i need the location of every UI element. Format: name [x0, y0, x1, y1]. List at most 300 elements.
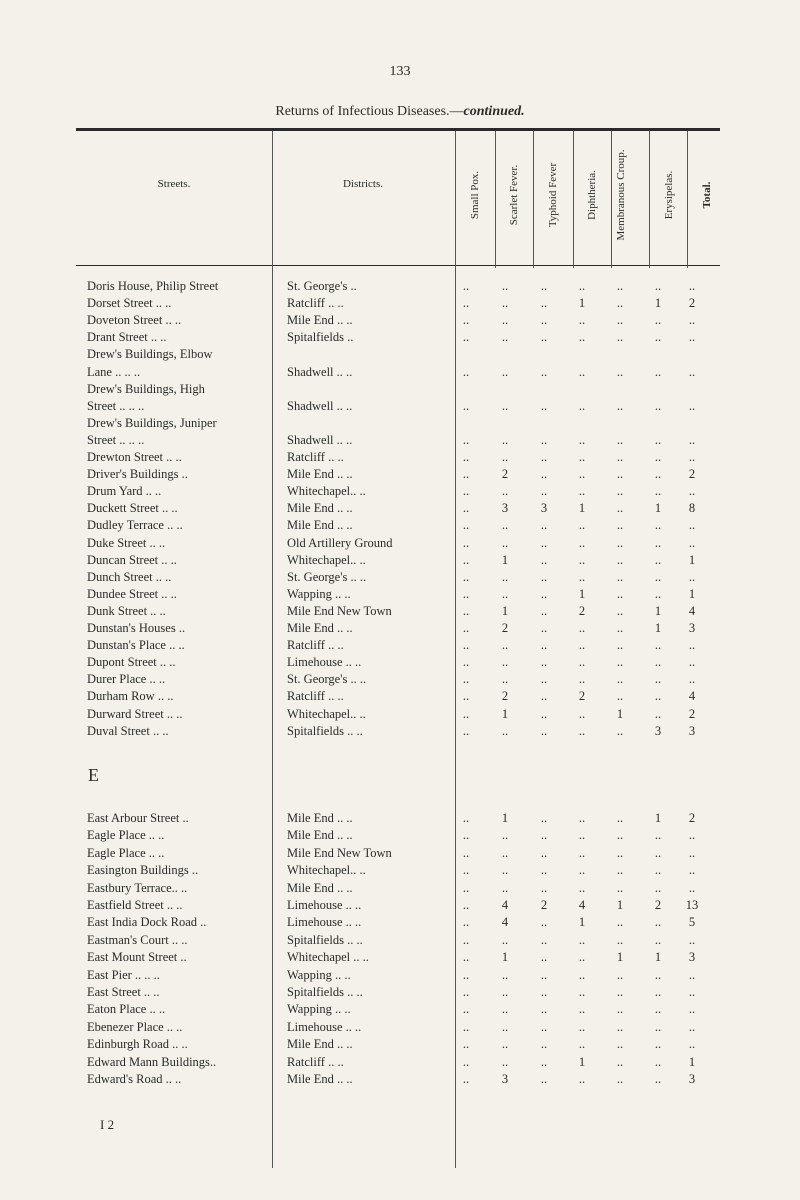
erysipelas-cell: ..: [654, 932, 662, 947]
diphtheria-cell: ..: [578, 967, 586, 982]
district-name: Ratcliff .. ..: [287, 638, 344, 653]
district-name: Limehouse .. ..: [287, 915, 362, 930]
street-name: Edward Mann Buildings..: [87, 1054, 217, 1069]
typhoid-fever-cell: ..: [540, 586, 548, 601]
erysipelas-cell: ..: [654, 364, 662, 379]
district-name: Whitechapel.. ..: [287, 706, 366, 721]
diphtheria-cell: ..: [578, 638, 586, 653]
scarlet-fever-cell: 2: [501, 467, 509, 482]
erysipelas-cell: ..: [654, 915, 662, 930]
small-pox-cell: ..: [462, 330, 470, 345]
diphtheria-cell: 2: [578, 603, 586, 618]
diphtheria-cell: ..: [578, 932, 586, 947]
diphtheria-cell: 1: [578, 501, 586, 516]
typhoid-fever-cell: ..: [540, 1072, 548, 1086]
scarlet-fever-cell: ..: [501, 638, 509, 653]
diphtheria-cell: 1: [578, 915, 586, 930]
membranous-croup-cell: ..: [616, 330, 624, 345]
scarlet-fever-cell: 3: [501, 1072, 509, 1086]
membranous-croup-cell: ..: [616, 1037, 624, 1052]
header-total: Total.: [701, 181, 713, 209]
small-pox-cell: ..: [462, 1054, 470, 1069]
total-cell: ..: [688, 398, 696, 413]
street-name: Dunk Street .. ..: [87, 603, 166, 618]
diphtheria-cell: ..: [578, 950, 586, 965]
membranous-croup-cell: ..: [616, 432, 624, 447]
diphtheria-cell: ..: [578, 535, 586, 550]
scarlet-fever-cell: ..: [501, 880, 509, 895]
erysipelas-cell: ..: [654, 1037, 662, 1052]
total-cell: ..: [688, 313, 696, 328]
erysipelas-cell: ..: [654, 450, 662, 464]
membranous-croup-cell: ..: [616, 1002, 624, 1017]
scarlet-fever-cell: 2: [501, 621, 509, 635]
scarlet-fever-cell: ..: [501, 313, 509, 328]
membranous-croup-cell: ..: [616, 450, 624, 464]
typhoid-fever-cell: ..: [540, 279, 548, 293]
typhoid-fever-cell: 2: [540, 898, 548, 912]
total-cell: ..: [688, 828, 696, 843]
typhoid-fever-cell: ..: [540, 1002, 548, 1017]
total-cell: 8: [688, 501, 696, 516]
header-streets: Streets.: [157, 178, 191, 190]
membranous-croup-cell: ..: [616, 484, 624, 499]
typhoid-fever-cell: ..: [540, 638, 548, 653]
total-cell: 2: [688, 706, 696, 721]
scarlet-fever-cell: 2: [501, 689, 509, 704]
typhoid-fever-cell: ..: [540, 535, 548, 550]
erysipelas-cell: ..: [654, 655, 662, 670]
erysipelas-cell: 1: [654, 501, 662, 516]
scarlet-fever-cell: 1: [501, 603, 509, 618]
street-name: East Mount Street ..: [87, 950, 187, 965]
typhoid-fever-cell: ..: [540, 672, 548, 687]
diphtheria-cell: ..: [578, 552, 586, 567]
district-name: Mile End .. ..: [287, 313, 353, 328]
diphtheria-cell: ..: [578, 484, 586, 499]
street-name: Street .. .. ..: [87, 398, 145, 413]
total-cell: ..: [688, 432, 696, 447]
small-pox-cell: ..: [462, 689, 470, 704]
diphtheria-cell: ..: [578, 467, 586, 482]
header-typhoid-fever: Typhoid Fever: [547, 162, 559, 228]
street-name: Drum Yard .. ..: [87, 484, 162, 499]
district-name: Shadwell .. ..: [287, 398, 353, 413]
diphtheria-cell: ..: [578, 811, 586, 825]
column-divider: [533, 131, 534, 268]
scarlet-fever-cell: ..: [501, 296, 509, 311]
membranous-croup-cell: ..: [616, 967, 624, 982]
district-name: Mile End .. ..: [287, 1072, 353, 1086]
district-name: Mile End .. ..: [287, 467, 353, 482]
typhoid-fever-cell: ..: [540, 467, 548, 482]
street-name: East India Dock Road ..: [87, 915, 207, 930]
district-name: Wapping .. ..: [287, 586, 351, 601]
street-name: Durward Street .. ..: [87, 706, 183, 721]
small-pox-cell: ..: [462, 638, 470, 653]
membranous-croup-cell: ..: [616, 398, 624, 413]
district-name: Ratcliff .. ..: [287, 1054, 344, 1069]
page-title-main: Returns of Infectious Diseases.—: [275, 104, 464, 119]
header-membranous-croup: Membranous Croup.: [615, 149, 627, 241]
district-name: Spitalfields .. ..: [287, 723, 363, 738]
scarlet-fever-cell: 1: [501, 552, 509, 567]
diphtheria-cell: ..: [578, 621, 586, 635]
typhoid-fever-cell: ..: [540, 432, 548, 447]
diphtheria-cell: ..: [578, 863, 586, 878]
street-name: East Pier .. .. ..: [87, 967, 160, 982]
district-name: St. George's ..: [287, 279, 357, 293]
district-name: Mile End New Town: [287, 603, 392, 618]
diphtheria-cell: ..: [578, 1072, 586, 1086]
page-number: 133: [389, 64, 411, 79]
district-name: Whitechapel.. ..: [287, 552, 366, 567]
erysipelas-cell: ..: [654, 845, 662, 860]
scarlet-fever-cell: ..: [501, 985, 509, 999]
membranous-croup-cell: ..: [616, 569, 624, 584]
scarlet-fever-cell: ..: [501, 330, 509, 345]
erysipelas-cell: 1: [654, 603, 662, 618]
street-name: Duncan Street .. ..: [87, 552, 177, 567]
erysipelas-cell: ..: [654, 706, 662, 721]
scarlet-fever-cell: 3: [501, 501, 509, 516]
membranous-croup-cell: ..: [616, 1054, 624, 1069]
small-pox-cell: ..: [462, 603, 470, 618]
total-cell: ..: [688, 450, 696, 464]
total-cell: ..: [688, 967, 696, 982]
street-name: Drew's Buildings, High: [87, 381, 205, 396]
street-name: Drewton Street .. ..: [87, 450, 182, 464]
header-rule: [76, 265, 720, 266]
erysipelas-cell: 1: [654, 811, 662, 825]
scarlet-fever-cell: ..: [501, 484, 509, 499]
diphtheria-cell: ..: [578, 450, 586, 464]
small-pox-cell: ..: [462, 364, 470, 379]
district-name: Mile End .. ..: [287, 621, 353, 635]
district-name: St. George's .. ..: [287, 672, 367, 687]
erysipelas-cell: 3: [654, 723, 662, 738]
small-pox-cell: ..: [462, 467, 470, 482]
total-cell: 1: [688, 586, 696, 601]
street-name: Dundee Street .. ..: [87, 586, 177, 601]
typhoid-fever-cell: ..: [540, 450, 548, 464]
small-pox-cell: ..: [462, 845, 470, 860]
district-name: Ratcliff .. ..: [287, 450, 344, 464]
small-pox-cell: ..: [462, 535, 470, 550]
total-cell: ..: [688, 638, 696, 653]
street-name: Dudley Terrace .. ..: [87, 518, 183, 533]
diphtheria-cell: ..: [578, 432, 586, 447]
small-pox-cell: ..: [462, 484, 470, 499]
total-cell: ..: [688, 1019, 696, 1034]
erysipelas-cell: ..: [654, 880, 662, 895]
membranous-croup-cell: ..: [616, 501, 624, 516]
district-name: Shadwell .. ..: [287, 364, 353, 379]
district-name: Ratcliff .. ..: [287, 689, 344, 704]
membranous-croup-cell: ..: [616, 655, 624, 670]
small-pox-cell: ..: [462, 950, 470, 965]
membranous-croup-cell: ..: [616, 1019, 624, 1034]
footer-signature: I 2: [100, 1117, 115, 1132]
district-name: Mile End .. ..: [287, 501, 353, 516]
scarlet-fever-cell: ..: [501, 586, 509, 601]
header-erysipelas: Erysipelas.: [663, 170, 675, 220]
total-cell: ..: [688, 845, 696, 860]
membranous-croup-cell: ..: [616, 863, 624, 878]
diphtheria-cell: ..: [578, 364, 586, 379]
membranous-croup-cell: ..: [616, 638, 624, 653]
typhoid-fever-cell: ..: [540, 706, 548, 721]
small-pox-cell: ..: [462, 898, 470, 912]
street-name: Eaton Place .. ..: [87, 1002, 166, 1017]
typhoid-fever-cell: ..: [540, 313, 548, 328]
erysipelas-cell: 1: [654, 296, 662, 311]
district-name: Whitechapel.. ..: [287, 484, 366, 499]
small-pox-cell: ..: [462, 1037, 470, 1052]
erysipelas-cell: ..: [654, 313, 662, 328]
membranous-croup-cell: ..: [616, 723, 624, 738]
typhoid-fever-cell: 3: [540, 501, 548, 516]
column-divider: [611, 131, 612, 268]
small-pox-cell: ..: [462, 518, 470, 533]
small-pox-cell: ..: [462, 655, 470, 670]
total-cell: ..: [688, 484, 696, 499]
erysipelas-cell: ..: [654, 552, 662, 567]
erysipelas-cell: ..: [654, 985, 662, 999]
typhoid-fever-cell: ..: [540, 1054, 548, 1069]
typhoid-fever-cell: ..: [540, 863, 548, 878]
section-letter: E: [88, 765, 99, 785]
street-name: East Arbour Street ..: [87, 811, 189, 825]
column-divider: [649, 131, 650, 268]
district-name: Old Artillery Ground: [287, 535, 393, 550]
street-name: Edinburgh Road .. ..: [87, 1037, 188, 1052]
typhoid-fever-cell: ..: [540, 655, 548, 670]
membranous-croup-cell: 1: [616, 950, 624, 965]
total-cell: 1: [688, 552, 696, 567]
district-name: Limehouse .. ..: [287, 655, 362, 670]
scarlet-fever-cell: ..: [501, 1002, 509, 1017]
membranous-croup-cell: 1: [616, 706, 624, 721]
small-pox-cell: ..: [462, 828, 470, 843]
total-cell: 3: [688, 950, 696, 965]
diphtheria-cell: ..: [578, 672, 586, 687]
erysipelas-cell: ..: [654, 398, 662, 413]
scarlet-fever-cell: ..: [501, 518, 509, 533]
total-cell: 5: [688, 915, 696, 930]
scarlet-fever-cell: ..: [501, 364, 509, 379]
street-name: Easington Buildings ..: [87, 863, 199, 878]
membranous-croup-cell: ..: [616, 313, 624, 328]
small-pox-cell: ..: [462, 1072, 470, 1086]
district-name: Spitalfields ..: [287, 330, 354, 345]
total-cell: 1: [688, 1054, 696, 1069]
small-pox-cell: ..: [462, 569, 470, 584]
diphtheria-cell: ..: [578, 828, 586, 843]
street-name: East Street .. ..: [87, 985, 160, 999]
page-title: [0, 104, 800, 120]
street-name: Dupont Street .. ..: [87, 655, 176, 670]
header-small-pox: Small Pox.: [469, 170, 481, 220]
total-cell: ..: [688, 880, 696, 895]
membranous-croup-cell: ..: [616, 296, 624, 311]
scarlet-fever-cell: ..: [501, 967, 509, 982]
small-pox-cell: ..: [462, 811, 470, 825]
membranous-croup-cell: ..: [616, 364, 624, 379]
scarlet-fever-cell: ..: [501, 828, 509, 843]
erysipelas-cell: ..: [654, 689, 662, 704]
typhoid-fever-cell: ..: [540, 689, 548, 704]
total-cell: 2: [688, 467, 696, 482]
small-pox-cell: ..: [462, 296, 470, 311]
erysipelas-cell: 1: [654, 621, 662, 635]
scarlet-fever-cell: 4: [501, 915, 509, 930]
street-name: Dunch Street .. ..: [87, 569, 172, 584]
diphtheria-cell: 2: [578, 689, 586, 704]
district-name: Mile End New Town: [287, 845, 392, 860]
scarlet-fever-cell: 1: [501, 950, 509, 965]
diphtheria-cell: ..: [578, 880, 586, 895]
small-pox-cell: ..: [462, 313, 470, 328]
typhoid-fever-cell: ..: [540, 364, 548, 379]
header-districts: Districts.: [342, 178, 384, 190]
small-pox-cell: ..: [462, 621, 470, 635]
total-cell: ..: [688, 863, 696, 878]
scarlet-fever-cell: 1: [501, 811, 509, 825]
total-cell: ..: [688, 1037, 696, 1052]
scarlet-fever-cell: ..: [501, 1037, 509, 1052]
total-cell: 2: [688, 811, 696, 825]
membranous-croup-cell: ..: [616, 828, 624, 843]
street-name: Durham Row .. ..: [87, 689, 174, 704]
typhoid-fever-cell: ..: [540, 569, 548, 584]
total-cell: ..: [688, 655, 696, 670]
total-cell: ..: [688, 279, 696, 293]
erysipelas-cell: ..: [654, 672, 662, 687]
scarlet-fever-cell: ..: [501, 535, 509, 550]
street-name: Duke Street .. ..: [87, 535, 166, 550]
erysipelas-cell: ..: [654, 863, 662, 878]
scarlet-fever-cell: ..: [501, 1019, 509, 1034]
diphtheria-cell: ..: [578, 845, 586, 860]
diphtheria-cell: ..: [578, 985, 586, 999]
erysipelas-cell: ..: [654, 467, 662, 482]
street-name: Street .. .. ..: [87, 432, 145, 447]
header-scarlet-fever: Scarlet Fever.: [508, 164, 520, 226]
membranous-croup-cell: ..: [616, 603, 624, 618]
small-pox-cell: ..: [462, 450, 470, 464]
column-divider: [573, 131, 574, 268]
small-pox-cell: ..: [462, 863, 470, 878]
membranous-croup-cell: ..: [616, 811, 624, 825]
total-cell: ..: [688, 672, 696, 687]
typhoid-fever-cell: ..: [540, 621, 548, 635]
diphtheria-cell: ..: [578, 723, 586, 738]
street-name: Eastbury Terrace.. ..: [87, 880, 188, 895]
scarlet-fever-cell: ..: [501, 655, 509, 670]
scarlet-fever-cell: ..: [501, 845, 509, 860]
typhoid-fever-cell: ..: [540, 915, 548, 930]
small-pox-cell: ..: [462, 880, 470, 895]
membranous-croup-cell: ..: [616, 552, 624, 567]
street-name: Drew's Buildings, Juniper: [87, 415, 217, 430]
diphtheria-cell: ..: [578, 279, 586, 293]
typhoid-fever-cell: ..: [540, 330, 548, 345]
diphtheria-cell: ..: [578, 330, 586, 345]
erysipelas-cell: ..: [654, 569, 662, 584]
total-cell: ..: [688, 569, 696, 584]
small-pox-cell: ..: [462, 672, 470, 687]
scarlet-fever-cell: ..: [501, 863, 509, 878]
scarlet-fever-cell: 4: [501, 898, 509, 912]
typhoid-fever-cell: ..: [540, 1037, 548, 1052]
small-pox-cell: ..: [462, 1002, 470, 1017]
scarlet-fever-cell: ..: [501, 450, 509, 464]
street-name: Eagle Place .. ..: [87, 845, 165, 860]
diphtheria-cell: ..: [578, 518, 586, 533]
erysipelas-cell: ..: [654, 330, 662, 345]
erysipelas-cell: ..: [654, 1054, 662, 1069]
district-name: Mile End .. ..: [287, 1037, 353, 1052]
total-cell: ..: [688, 932, 696, 947]
erysipelas-cell: ..: [654, 432, 662, 447]
total-cell: ..: [688, 330, 696, 345]
membranous-croup-cell: ..: [616, 689, 624, 704]
district-name: Wapping .. ..: [287, 1002, 351, 1017]
street-name: Doveton Street .. ..: [87, 313, 182, 328]
street-name: Duval Street .. ..: [87, 723, 169, 738]
erysipelas-cell: 2: [654, 898, 662, 912]
typhoid-fever-cell: ..: [540, 845, 548, 860]
column-divider: [495, 131, 496, 268]
membranous-croup-cell: ..: [616, 535, 624, 550]
membranous-croup-cell: ..: [616, 621, 624, 635]
membranous-croup-cell: ..: [616, 915, 624, 930]
diphtheria-cell: ..: [578, 655, 586, 670]
street-name: Ebenezer Place .. ..: [87, 1019, 183, 1034]
street-name: Edward's Road .. ..: [87, 1072, 182, 1086]
total-cell: ..: [688, 1002, 696, 1017]
total-cell: 2: [688, 296, 696, 311]
small-pox-cell: ..: [462, 398, 470, 413]
district-name: Mile End .. ..: [287, 828, 353, 843]
typhoid-fever-cell: ..: [540, 484, 548, 499]
typhoid-fever-cell: ..: [540, 880, 548, 895]
district-name: Shadwell .. ..: [287, 432, 353, 447]
erysipelas-cell: ..: [654, 586, 662, 601]
erysipelas-cell: ..: [654, 535, 662, 550]
diphtheria-cell: ..: [578, 569, 586, 584]
diphtheria-cell: ..: [578, 398, 586, 413]
membranous-croup-cell: ..: [616, 586, 624, 601]
erysipelas-cell: ..: [654, 1002, 662, 1017]
street-name: Eagle Place .. ..: [87, 828, 165, 843]
street-name: Dunstan's Houses ..: [87, 621, 186, 635]
erysipelas-cell: ..: [654, 967, 662, 982]
page-title-continued: continued.: [463, 104, 525, 119]
typhoid-fever-cell: ..: [540, 828, 548, 843]
district-name: Whitechapel.. ..: [287, 863, 366, 878]
scarlet-fever-cell: ..: [501, 932, 509, 947]
erysipelas-cell: ..: [654, 1019, 662, 1034]
scarlet-fever-cell: ..: [501, 432, 509, 447]
street-name: Lane .. .. ..: [87, 364, 141, 379]
typhoid-fever-cell: ..: [540, 950, 548, 965]
erysipelas-cell: ..: [654, 638, 662, 653]
street-name: Duckett Street .. ..: [87, 501, 178, 516]
membranous-croup-cell: ..: [616, 279, 624, 293]
diphtheria-cell: 1: [578, 296, 586, 311]
